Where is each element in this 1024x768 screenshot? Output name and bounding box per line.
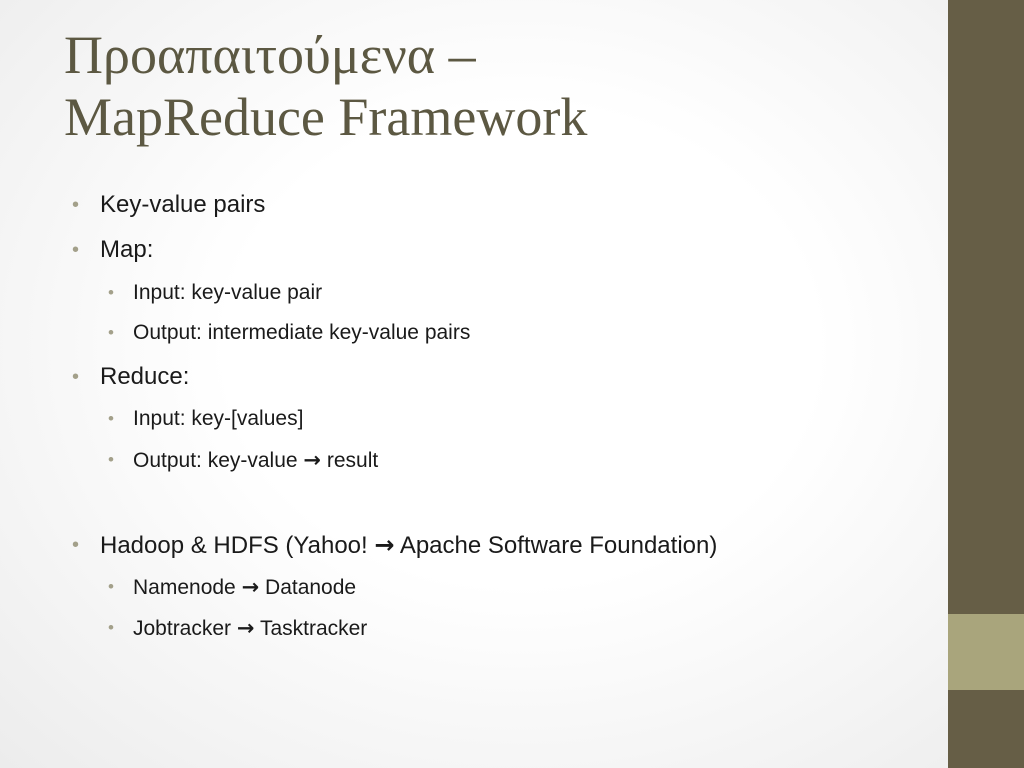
bullet-text: Input: key-[values]: [133, 407, 304, 430]
sub-bullet-namenode: [108, 574, 357, 601]
bullet-dot-icon: •: [72, 534, 80, 556]
arrow-right-icon: →: [303, 448, 322, 472]
bullet-dot-icon: •: [108, 409, 114, 428]
bullet-text: Output: intermediate key-value pairs: [133, 321, 471, 344]
bullet-dot-icon: •: [108, 618, 114, 637]
title-line-2: MapReduce Framework: [64, 87, 588, 147]
bullet-map: [72, 235, 154, 265]
sidebar-accent-block: [948, 614, 1024, 690]
arrow-right-icon: →: [374, 531, 395, 559]
decorative-sidebar: [948, 0, 1024, 768]
sub-bullet-reduce-input: [108, 406, 304, 432]
bullet-text-after-arrow: Datanode: [259, 576, 357, 599]
bullet-text-before-arrow: Output: key-value: [133, 449, 304, 472]
arrow-right-icon: →: [241, 575, 260, 599]
bullet-text-after-arrow: result: [321, 449, 379, 472]
bullet-text-before-arrow: Hadoop & HDFS (Yahoo!: [100, 532, 375, 559]
bullet-dot-icon: •: [108, 323, 114, 342]
bullet-text-after-arrow: Tasktracker: [254, 617, 368, 640]
bullet-text: Reduce:: [100, 363, 190, 390]
bullet-key-value-pairs: [72, 190, 266, 220]
bullet-text-before-arrow: Namenode: [133, 576, 242, 599]
bullet-dot-icon: •: [108, 577, 114, 596]
bullet-text: Input: key-value pair: [133, 281, 323, 304]
bullet-dot-icon: •: [108, 283, 114, 302]
sub-bullet-jobtracker: [108, 615, 368, 642]
title-line-1: Προαπαιτούμενα –: [64, 25, 476, 85]
bullet-dot-icon: •: [72, 239, 80, 261]
bullet-hadoop-hdfs: [72, 530, 718, 561]
bullet-text-before-arrow: Jobtracker: [133, 617, 237, 640]
bullet-dot-icon: •: [72, 194, 80, 216]
bullet-text: Key-value pairs: [100, 191, 266, 218]
bullet-text-after-arrow: Apache Software Foundation): [394, 532, 718, 559]
bullet-reduce: [72, 362, 190, 392]
bullet-dot-icon: •: [108, 450, 114, 469]
sub-bullet-reduce-output: [108, 447, 379, 474]
bullet-dot-icon: •: [72, 366, 80, 388]
bullet-text: Map:: [100, 236, 154, 263]
sub-bullet-map-input: [108, 280, 323, 306]
arrow-right-icon: →: [236, 616, 255, 640]
sub-bullet-map-output: [108, 320, 471, 346]
